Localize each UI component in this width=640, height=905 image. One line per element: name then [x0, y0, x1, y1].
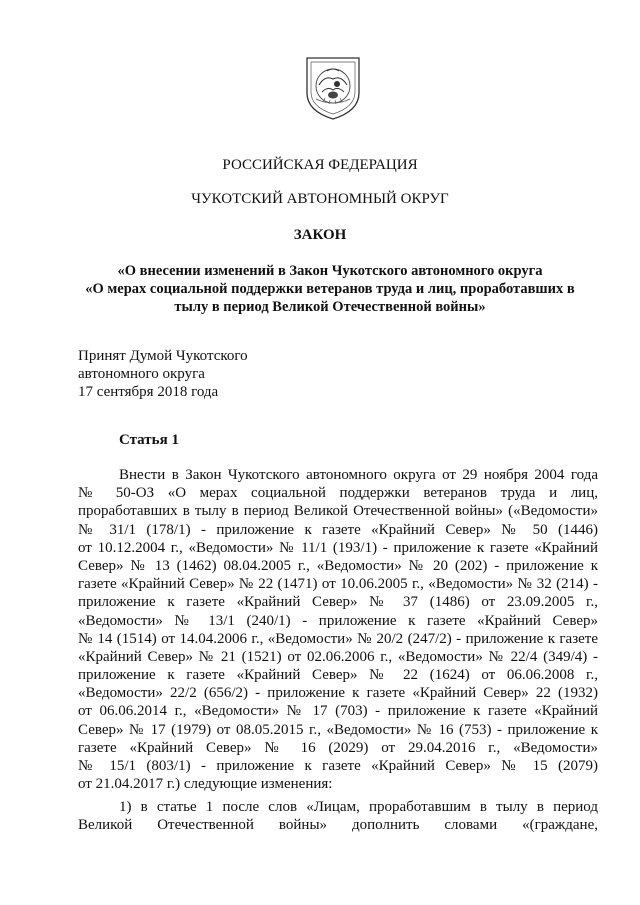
adoption-line: автономного округа	[78, 366, 205, 382]
paragraph-line: проработавших в тылу в период Великой Отечественной войны» («Ведомости»	[78, 503, 598, 520]
paragraph-line: 1) в статье 1 после слов «Лицам, проработавшим в тылу в период	[119, 799, 598, 815]
paragraph-line: Внести в Закон Чукотского автономного округа от 29 ноября 2004 года	[119, 467, 598, 483]
adoption-line: Принят Думой Чукотского	[78, 348, 248, 364]
article-heading: Статья 1	[119, 432, 179, 448]
paragraph-line: от 06.06.2014 г., «Ведомости» № 17 (703) - приложение к газете «Крайний	[78, 703, 598, 720]
law-title	[60, 262, 600, 316]
paragraph-line: Север» № 17 (1979) от 08.05.2015 г., «Ведомости» № 16 (753) - приложение к	[78, 721, 598, 738]
region-name: ЧУКОТСКИЙ АВТОНОМНЫЙ ОКРУГ	[191, 191, 449, 207]
paragraph-line: № 31/1 (178/1) - приложение к газете «Крайний Север» № 50 (1446)	[78, 521, 598, 538]
adoption-date: 17 сентября 2018 года	[78, 384, 219, 400]
paragraph-line: № 50-ОЗ «О мерах социальной поддержки ветеранов труда и лиц,	[78, 485, 598, 502]
paragraph-line: от 10.12.2004 г., «Ведомости» № 11/1 (193/1) - приложение к газете «Крайний	[78, 539, 598, 556]
paragraph-line: № 14 (1514) от 14.04.2006 г., «Ведомости» № 20/2 (247/2) - приложение к газете	[78, 630, 598, 647]
adoption-note	[78, 347, 248, 401]
article-paragraph-2	[78, 798, 598, 834]
law-title-line: «О внесении изменений в Закон Чукотского автономного округа	[117, 263, 543, 279]
law-title-line: тылу в период Великой Отечественной войны»	[174, 299, 486, 315]
document-type: ЗАКОН	[293, 227, 347, 243]
paragraph-line: газете «Крайний Север» № 16 (2029) от 29.04.2016 г., «Ведомости»	[78, 739, 598, 756]
paragraph-line: приложение к газете «Крайний Север» № 37 (1486) от 23.09.2005 г.,	[78, 594, 598, 611]
paragraph-line: Север» № 13 (1462) 08.04.2005 г., «Ведомости» № 20 (202) - приложение к	[78, 557, 598, 574]
paragraph-line: «Ведомости» № 13/1 (240/1) - приложение к газете «Крайний Север»	[78, 612, 598, 629]
paragraph-line: газете «Крайний Север» № 22 (1471) от 10.06.2005 г., «Ведомости» № 32 (214) -	[78, 576, 598, 593]
law-title-line: «О мерах социальной поддержки ветеранов труда и лиц, проработавших в	[85, 281, 575, 297]
country-name: РОССИЙСКАЯ ФЕДЕРАЦИЯ	[222, 157, 418, 173]
paragraph-line: № 15/1 (803/1) - приложение к газете «Крайний Север» № 15 (2079)	[78, 758, 598, 774]
coat-of-arms-icon	[303, 55, 363, 121]
paragraph-line: «Ведомости» 22/2 (656/2) - приложение к газете «Крайний Север» 22 (1932)	[78, 685, 598, 702]
paragraph-line: «Крайний Север» № 21 (1521) от 02.06.2006 г., «Ведомости» № 22/4 (349/4) -	[78, 648, 598, 665]
paragraph-line: приложение к газете «Крайний Север» № 22 (1624) от 06.06.2008 г.,	[78, 667, 598, 684]
paragraph-line: от 21.04.2017 г.) следующие изменения:	[78, 776, 333, 793]
paragraph-line: Великой Отечественной войны» дополнить словами «(граждане,	[78, 817, 598, 834]
article-paragraph-1	[78, 466, 598, 793]
